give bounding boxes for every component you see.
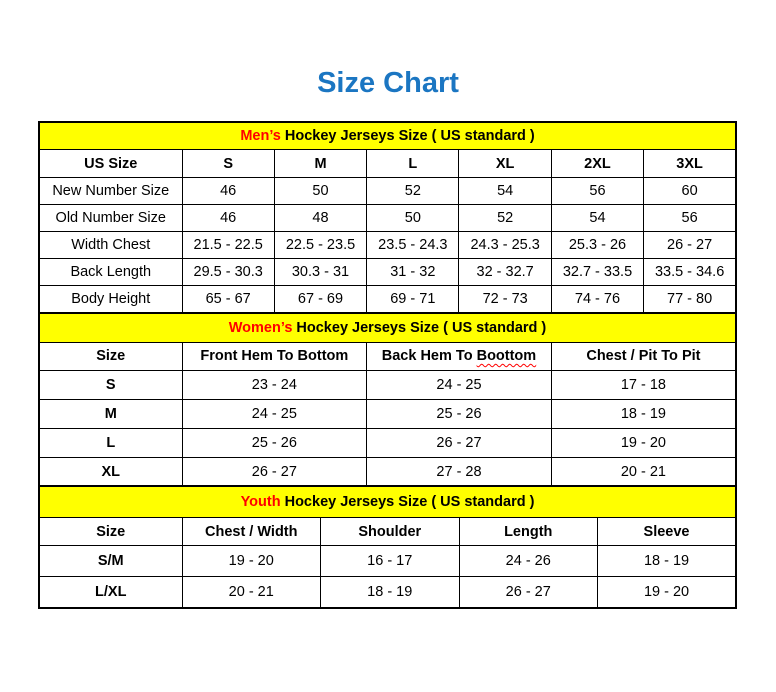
size-value-cell: 74 - 76 [551, 286, 643, 314]
row-label: New Number Size [39, 178, 182, 205]
row-label: S [39, 370, 182, 399]
size-value-cell: 46 [182, 205, 274, 232]
size-value-cell: 60 [644, 178, 736, 205]
size-value-cell: 17 - 18 [551, 370, 736, 399]
table-row [39, 428, 736, 457]
size-value-cell: 69 - 71 [367, 286, 459, 314]
table-row [39, 259, 736, 286]
size-value-cell: 77 - 80 [644, 286, 736, 314]
size-table-womens [38, 312, 737, 488]
column-header: Size [39, 342, 182, 370]
banner-row-youth [39, 486, 736, 518]
table-row [39, 370, 736, 399]
size-value-cell: 23 - 24 [182, 370, 367, 399]
size-value-cell: 56 [644, 205, 736, 232]
banner-row-mens [39, 122, 736, 150]
header-row-youth [39, 518, 736, 546]
size-value-cell: 27 - 28 [367, 457, 552, 487]
column-header: Chest / Pit To Pit [551, 342, 736, 370]
column-header: Size [39, 518, 182, 546]
size-value-cell: 20 - 21 [182, 577, 321, 609]
size-value-cell: 19 - 20 [598, 577, 737, 609]
column-header: XL [459, 150, 551, 178]
table-row [39, 577, 736, 609]
banner-row-womens [39, 313, 736, 343]
row-label: L/XL [39, 577, 182, 609]
size-value-cell: 29.5 - 30.3 [182, 259, 274, 286]
size-table-mens [38, 121, 737, 314]
banner-highlight: Men’s [240, 128, 281, 144]
size-value-cell: 18 - 19 [551, 399, 736, 428]
header-row-womens [39, 342, 736, 370]
size-value-cell: 19 - 20 [182, 546, 321, 577]
size-value-cell: 25.3 - 26 [551, 232, 643, 259]
size-value-cell: 26 - 27 [644, 232, 736, 259]
column-header: Chest / Width [182, 518, 321, 546]
column-header: Front Hem To Bottom [182, 342, 367, 370]
column-header: S [182, 150, 274, 178]
size-value-cell: 56 [551, 178, 643, 205]
column-header: 2XL [551, 150, 643, 178]
column-header: Shoulder [321, 518, 460, 546]
table-row [39, 399, 736, 428]
size-value-cell: 50 [274, 178, 366, 205]
size-table-youth [38, 485, 737, 609]
table-row [39, 286, 736, 314]
size-value-cell: 21.5 - 22.5 [182, 232, 274, 259]
size-value-cell: 72 - 73 [459, 286, 551, 314]
column-header: L [367, 150, 459, 178]
size-value-cell: 32 - 32.7 [459, 259, 551, 286]
size-value-cell: 20 - 21 [551, 457, 736, 487]
size-value-cell: 23.5 - 24.3 [367, 232, 459, 259]
banner-highlight: Women’s [228, 319, 293, 336]
misspelled-word: Boottom [476, 348, 537, 364]
size-value-cell: 25 - 26 [182, 428, 367, 457]
size-value-cell: 26 - 27 [182, 457, 367, 487]
size-value-cell: 54 [551, 205, 643, 232]
page-title: Size Chart [317, 67, 459, 99]
size-value-cell: 24 - 25 [367, 370, 552, 399]
table-banner-womens: Women’s Hockey Jerseys Size ( US standard ) [39, 313, 736, 343]
table-row [39, 546, 736, 577]
row-label: Body Height [39, 286, 182, 314]
size-value-cell: 30.3 - 31 [274, 259, 366, 286]
table-banner-mens: Men’s Hockey Jerseys Size ( US standard ) [39, 122, 736, 150]
size-value-cell: 19 - 20 [551, 428, 736, 457]
size-value-cell: 52 [459, 205, 551, 232]
header-row-mens [39, 150, 736, 178]
row-label: S/M [39, 546, 182, 577]
size-value-cell: 18 - 19 [598, 546, 737, 577]
column-header: US Size [39, 150, 182, 178]
size-value-cell: 22.5 - 23.5 [274, 232, 366, 259]
size-value-cell: 31 - 32 [367, 259, 459, 286]
column-header: Length [459, 518, 598, 546]
row-label: Width Chest [39, 232, 182, 259]
size-tables-container [38, 121, 735, 609]
size-value-cell: 50 [367, 205, 459, 232]
column-header: Sleeve [598, 518, 737, 546]
size-value-cell: 26 - 27 [459, 577, 598, 609]
row-label: M [39, 399, 182, 428]
size-value-cell: 26 - 27 [367, 428, 552, 457]
size-value-cell: 46 [182, 178, 274, 205]
size-value-cell: 16 - 17 [321, 546, 460, 577]
table-banner-youth: Youth Hockey Jerseys Size ( US standard ) [39, 486, 736, 518]
size-value-cell: 24.3 - 25.3 [459, 232, 551, 259]
size-value-cell: 65 - 67 [182, 286, 274, 314]
size-value-cell: 25 - 26 [367, 399, 552, 428]
size-value-cell: 33.5 - 34.6 [644, 259, 736, 286]
column-header: M [274, 150, 366, 178]
row-label: XL [39, 457, 182, 487]
table-row [39, 232, 736, 259]
size-value-cell: 18 - 19 [321, 577, 460, 609]
size-value-cell: 67 - 69 [274, 286, 366, 314]
size-value-cell: 52 [367, 178, 459, 205]
row-label: Old Number Size [39, 205, 182, 232]
column-header: 3XL [644, 150, 736, 178]
size-value-cell: 32.7 - 33.5 [551, 259, 643, 286]
table-row [39, 205, 736, 232]
row-label: L [39, 428, 182, 457]
row-label: Back Length [39, 259, 182, 286]
size-value-cell: 54 [459, 178, 551, 205]
table-row [39, 457, 736, 487]
size-value-cell: 24 - 25 [182, 399, 367, 428]
size-value-cell: 24 - 26 [459, 546, 598, 577]
size-value-cell: 48 [274, 205, 366, 232]
table-row [39, 178, 736, 205]
banner-highlight: Youth [240, 494, 281, 510]
column-header: Back Hem To Boottom [367, 342, 552, 370]
